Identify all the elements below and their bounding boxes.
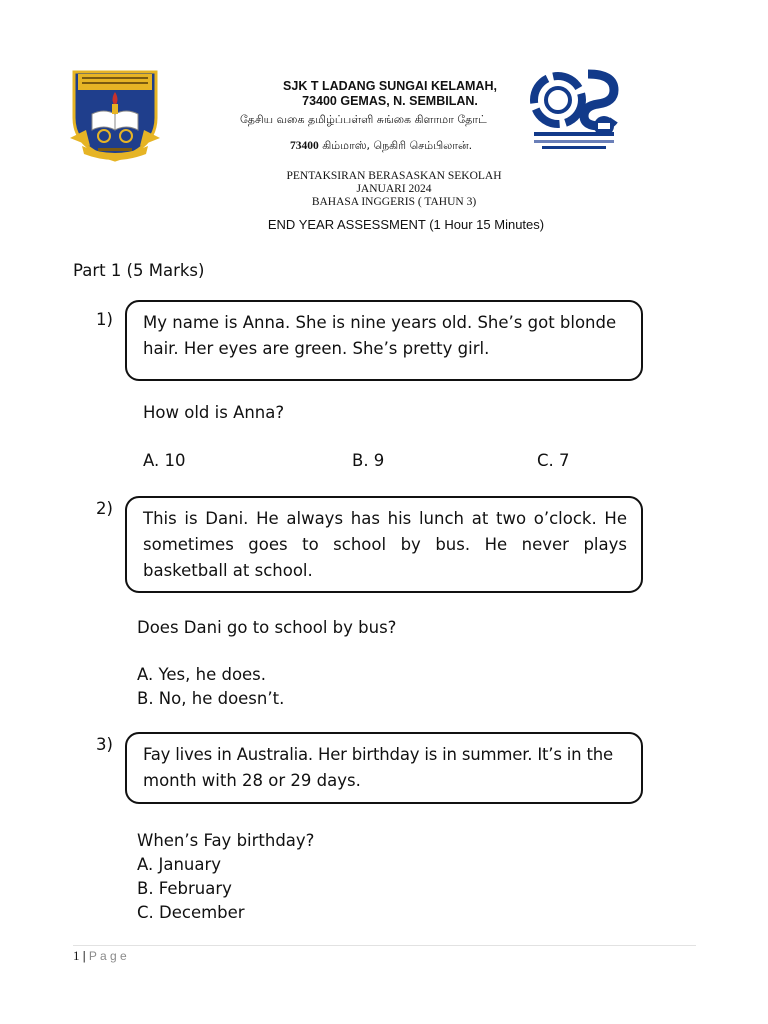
tamil-address-text: கிம்மாஸ், நெகிரி செம்பிலான். [318,139,473,152]
school-address-tamil [290,139,472,154]
question-number-1: 1) [96,310,113,329]
question-1-option-a[interactable]: A. 10 [143,451,186,470]
passage-3-line-2: month with 28 or 29 days. [143,771,361,790]
assessment-title: END YEAR ASSESSMENT (1 Hour 15 Minutes) [267,217,545,232]
school-address: 73400 GEMAS, N. SEMBILAN. [302,94,478,108]
school-name-tamil: தேசிய வகை தமிழ்ப்பள்ளி சுங்கை கிளாமா தோட் [240,113,487,126]
passage-1-line-2: hair. Her eyes are green. She’s pretty girl. [143,339,490,358]
passage-3-line-1: Fay lives in Australia. Her birthday is in summer. It’s in the [143,745,613,764]
school-name: SJK T LADANG SUNGAI KELAMAH, [283,79,497,93]
page-footer [73,948,127,964]
question-1-text: How old is Anna? [143,403,285,422]
question-3-option-a[interactable]: A. January [137,855,222,874]
passage-2-text: This is Dani. He always has his lunch at two o’clock. He sometimes goes to school by bus. He never plays basketball at school. [143,509,627,580]
question-3-option-b[interactable]: B. February [137,879,232,898]
assessment-line-2: JANUARI 2024 [356,183,432,195]
question-2-option-b[interactable]: B. No, he doesn’t. [137,689,285,708]
assessment-line-1: PENTAKSIRAN BERASASKAN SEKOLAH [286,170,502,182]
question-1-option-b[interactable]: B. 9 [352,451,385,470]
passage-box-3 [125,732,643,804]
school-crest-logo [68,68,162,164]
page-number: 1 [73,948,80,963]
question-3-text: When’s Fay birthday? [137,831,315,850]
footer-separator: | [82,948,86,963]
question-2-option-a[interactable]: A. Yes, he does. [137,665,267,684]
footer-rule [73,945,696,946]
passage-box-2 [125,496,643,593]
passage-1-line-1: My name is Anna. She is nine years old. She’s got blonde [143,313,617,332]
question-number-2: 2) [96,499,113,518]
passage-box-1 [125,300,643,381]
question-3-option-c[interactable]: C. December [137,903,245,922]
program-logo [528,66,620,158]
assessment-line-3: BAHASA INGGERIS ( TAHUN 3) [311,196,477,208]
page-label: P a g e [88,949,127,963]
question-number-3: 3) [96,735,113,754]
postcode: 73400 [290,140,319,152]
part-title: Part 1 (5 Marks) [73,261,205,280]
question-2-text: Does Dani go to school by bus? [137,618,397,637]
question-1-option-c[interactable]: C. 7 [537,451,570,470]
